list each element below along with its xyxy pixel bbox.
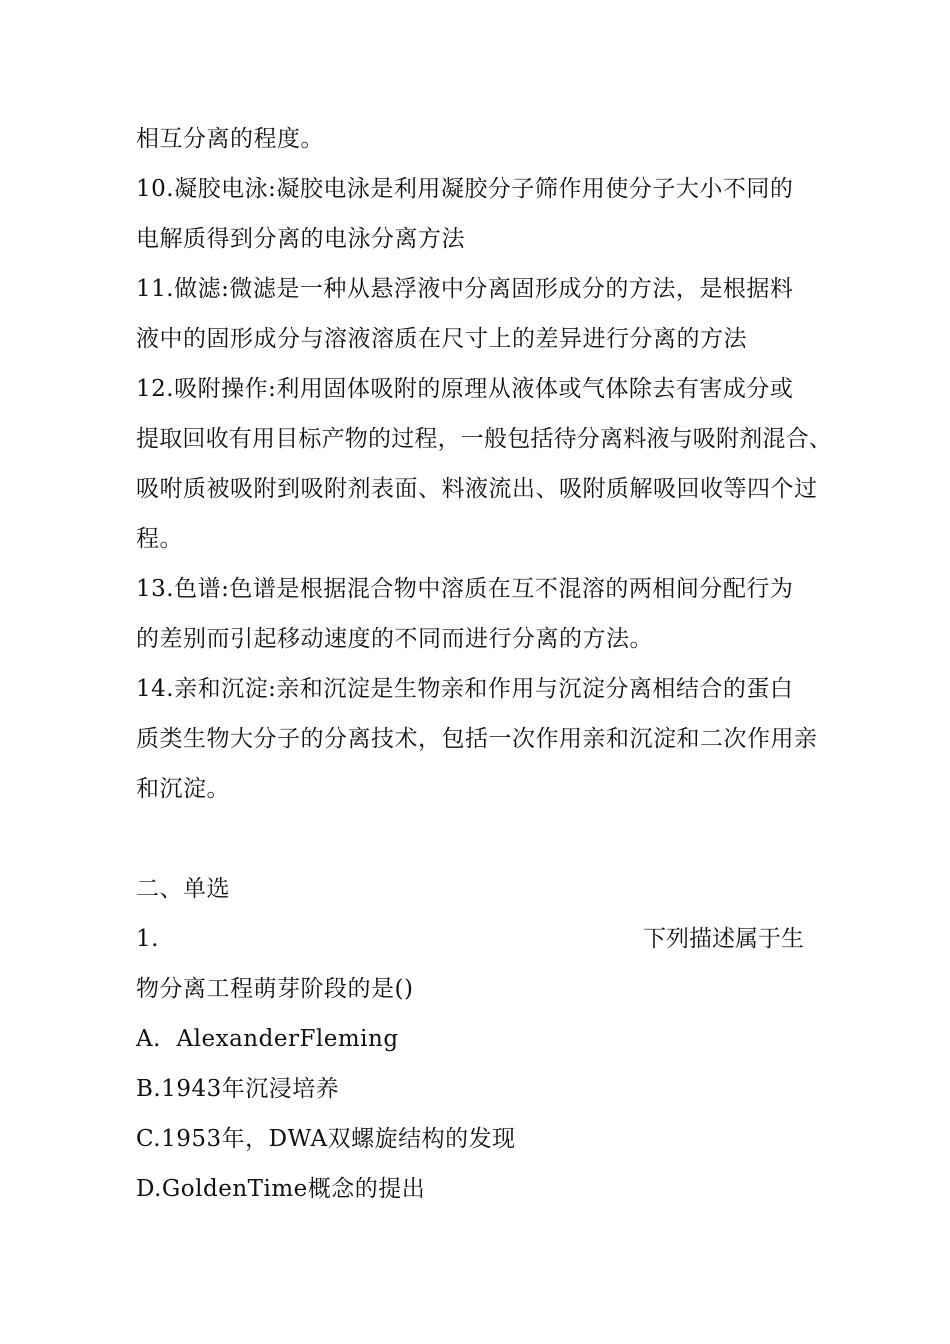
text-line: 和沉淀。 (136, 776, 230, 802)
text-line: 质类生物大分子的分离技术，包括一次作用亲和沉淀和二次作用亲 (136, 726, 818, 752)
text-line: 吸咐质被吸附到吸附剂表面、料液流出、吸附质解吸回收等四个过 (136, 476, 818, 502)
text-line: 相互分离的程度。 (136, 126, 324, 152)
question-text-part2: 物分离工程萌芽阶段的是() (136, 976, 414, 1002)
text-line: 程。 (136, 526, 183, 552)
text-line: 12.吸附操作:利用固体吸附的原理从液体或气体除去有害成分或 (136, 376, 794, 402)
question-text-part1: 下列描述属于生 (643, 926, 804, 952)
option-d: D.GoldenTime概念的提出 (136, 1176, 426, 1202)
option-c: C.1953年，DWA双螺旋结构的发现 (136, 1126, 516, 1152)
option-a: A. AlexanderFleming (136, 1026, 399, 1052)
text-line: 电解质得到分离的电泳分离方法 (136, 226, 465, 252)
text-line: 提取回收有用目标产物的过程，一般包括待分离料液与吸附剂混合、 (136, 426, 832, 452)
section-heading: 二、单选 (136, 876, 230, 902)
option-b: B.1943年沉浸培养 (136, 1076, 340, 1102)
text-line: 的差别而引起移动速度的不同而进行分离的方法。 (136, 626, 653, 652)
text-line: 11.做滤:微滤是一种从悬浮液中分离固形成分的方法，是根据料 (136, 276, 794, 302)
text-line: 液中的固形成分与溶液溶质在尺寸上的差异进行分离的方法 (136, 326, 747, 352)
text-line: 14.亲和沉淀:亲和沉淀是生物亲和作用与沉淀分离相结合的蛋白 (136, 676, 794, 702)
question-number: 1. (136, 926, 159, 952)
text-line: 10.凝胶电泳:凝胶电泳是利用凝胶分子筛作用使分子大小不同的 (136, 176, 794, 202)
text-line: 13.色谱:色谱是根据混合物中溶质在互不混溶的两相间分配行为 (136, 576, 794, 602)
